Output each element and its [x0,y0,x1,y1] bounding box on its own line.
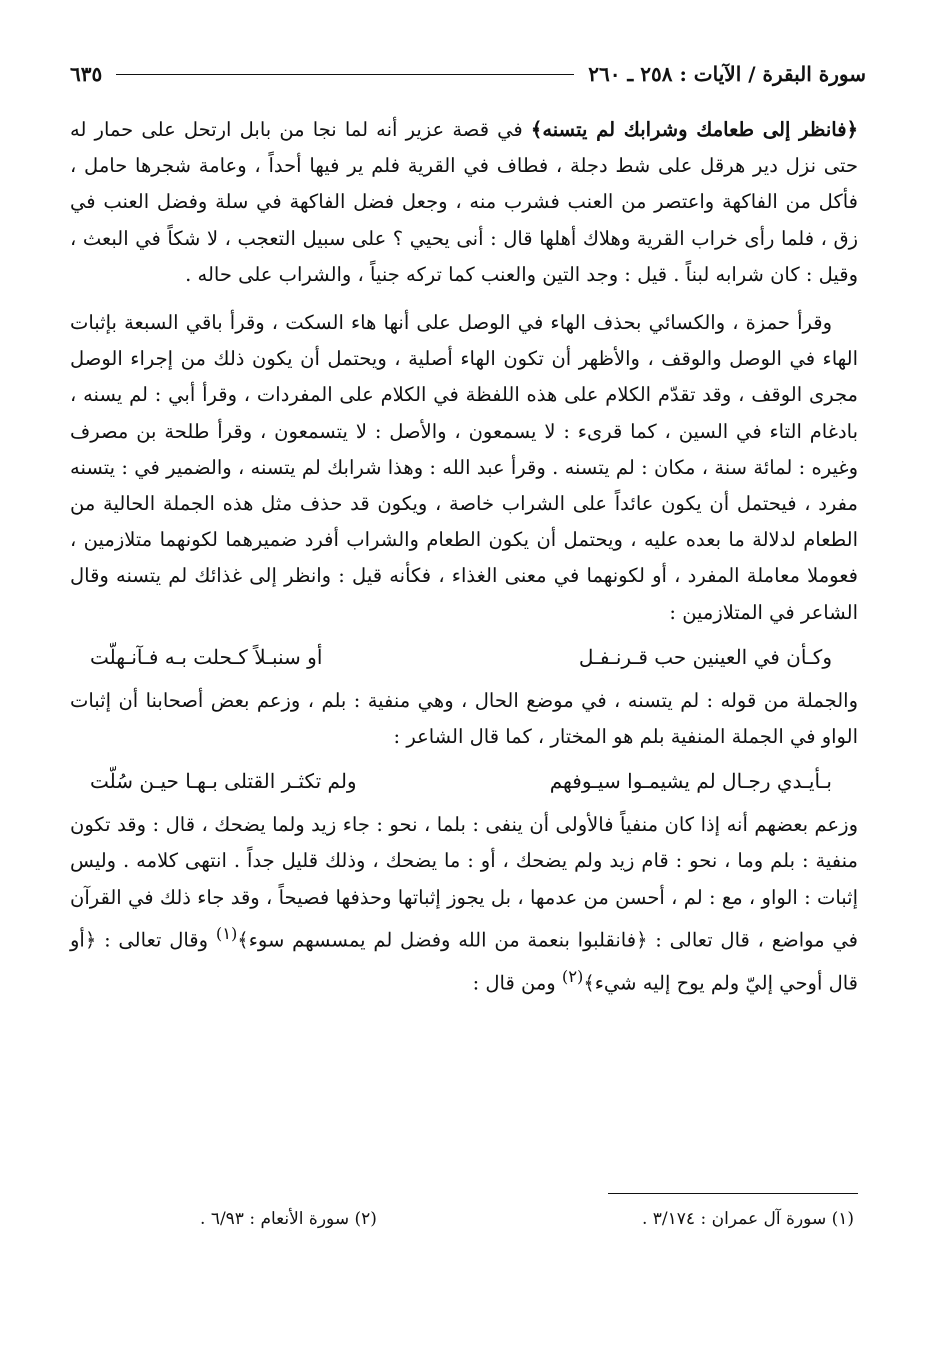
footnote-marker-1: (١) [215,923,238,943]
verse-1-first-hemistich: وكـأن في العينين حب قـرنـفـل [578,644,832,669]
quran-quote: ﴿فانظر إلى طعامك وشرابك لم يتسنه﴾ [530,118,859,141]
footnote-2: (٢) سورة الأنعام : ٦/٩٣ . [200,1209,377,1229]
header-rule [116,74,574,75]
verse-2-second-hemistich: ولم تكثـر القتلى بـهـا حيـن سُلّت [90,769,357,794]
quran-quote: ﴿فانقلبوا بنعمة من الله وفضل لم يمسسهم سوء﴾ [237,928,648,952]
running-title: سورة البقرة / الآيات : ٢٥٨ ـ ٢٦٠ [588,62,866,86]
paragraph-text: ومن قال : [472,971,562,995]
paragraph-3: والجملة من قوله : لم يتسنه ، في موضع الحال ، وهي منفية : بلم ، وزعم بعض أصحابنا أن إثبات الواو في الجملة المنفية بلم هو المختار ، كما قال الشاعر : [70,688,858,749]
paragraph-gap [70,293,858,305]
paragraph-text: وزعم بعضهم أنه إذا كان منفياً فالأولى أن ينفى : بلما ، نحو : جاء زيد ولما يضحك ، قال : وقد تكون منفية : بلم وما ، نحو : قام زيد ولم يضحك ، أو : ما يضحك ، وذلك قليل جداً . انتهى كلامه . وليس إثبات : الواو ، مع : لم ، أحسن من عدمها ، بل يجوز إثباتها وحذفها فصيحاً ، وقد جاء ذلك في القرآن في مواضع ، قال تعالى : [70,813,859,952]
verse-2-first-hemistich: بـأيـدي رجـال لم يشيمـوا سيـوفهم [549,769,832,794]
paragraph-2: وقرأ حمزة ، والكسائي بحذف الهاء في الوصل على أنها هاء السكت ، وقرأ باقي السبعة بإثبات الهاء في الوصل والوقف ، والأظهر أن تكون الهاء أصلية ، ويحتمل أن يكون ذلك من إجراء الوصل مجرى الوقف ، وقد تقدّم الكلام على هذه اللفظة في الكلام على المفردات ، وقرأ أبي : لم يسنه ، بادغام التاء في السين ، كما قرىء : لا يسمعون ، والأصل : لا يتسمعون ، وقرأ طلحة بن مصرف وغيره : لمائة سنة ، مكان : لم يتسنه . وقرأ عبد الله : وهذا شرابك لم يتسنه ، والضمير في : يتسنه مفرد ، فيحتمل أن يكون عائداً على الشراب خاصة ، ويكون قد حذف مثل هذه الجملة الحالية من الطعام لدلالة ما بعده عليه ، ويحتمل أن يكون الطعام والشراب أفرد ضميرهما لكونهما متلازمين ، فعوملا معاملة المفرد ، أو لكونهما في معنى الغذاء ، فكأنه قيل : وانظر إلى غذائك لم يتسنه وقال الشاعر في المتلازمين : [70,311,858,624]
page-header [70,56,866,92]
poem-verse-1 [70,631,858,683]
paragraph-text: في قصة عزير أنه لما نجا من بابل ارتحل على حمار له حتى نزل دير هرقل على شط دجلة ، فطاف في القرية فلم ير فيها أحداً ، وعامة شجرها حامل ، فأكل من الفاكهة واعتصر من العنب فشرب منه ، وجعل فضل الفاكهة في سلة وفضل العنب في زق ، فلما رأى خراب القرية وهلاك أهلها قال : أنى يحيي ؟ على سبيل التعجب ، لا شكاً في البعث ، وقيل : كان شرابه لبناً . قيل : وجد التين والعنب كما تركه جنياً ، والشراب على حاله . [70,118,858,286]
page-body [70,112,858,1001]
paragraph-1 [70,112,858,293]
footnote-1: (١) سورة آل عمران : ٣/١٧٤ . [641,1209,854,1229]
footnote-rule [608,1193,858,1194]
footnotes [200,1204,854,1234]
page-number: ٦٣٥ [70,62,103,86]
poem-verse-2 [70,755,858,807]
quran-quote: ﴿أو قال أوحي إليّ ولم يوح إليه شيء﴾ [70,928,858,995]
paragraph-4 [70,807,858,1001]
verse-1-second-hemistich: أو سنبـلاً كـحلت بـه فـآنـهلّت [90,644,323,669]
paragraph-text: وقال تعالى : [96,928,216,952]
footnote-marker-2: (٢) [561,966,584,986]
